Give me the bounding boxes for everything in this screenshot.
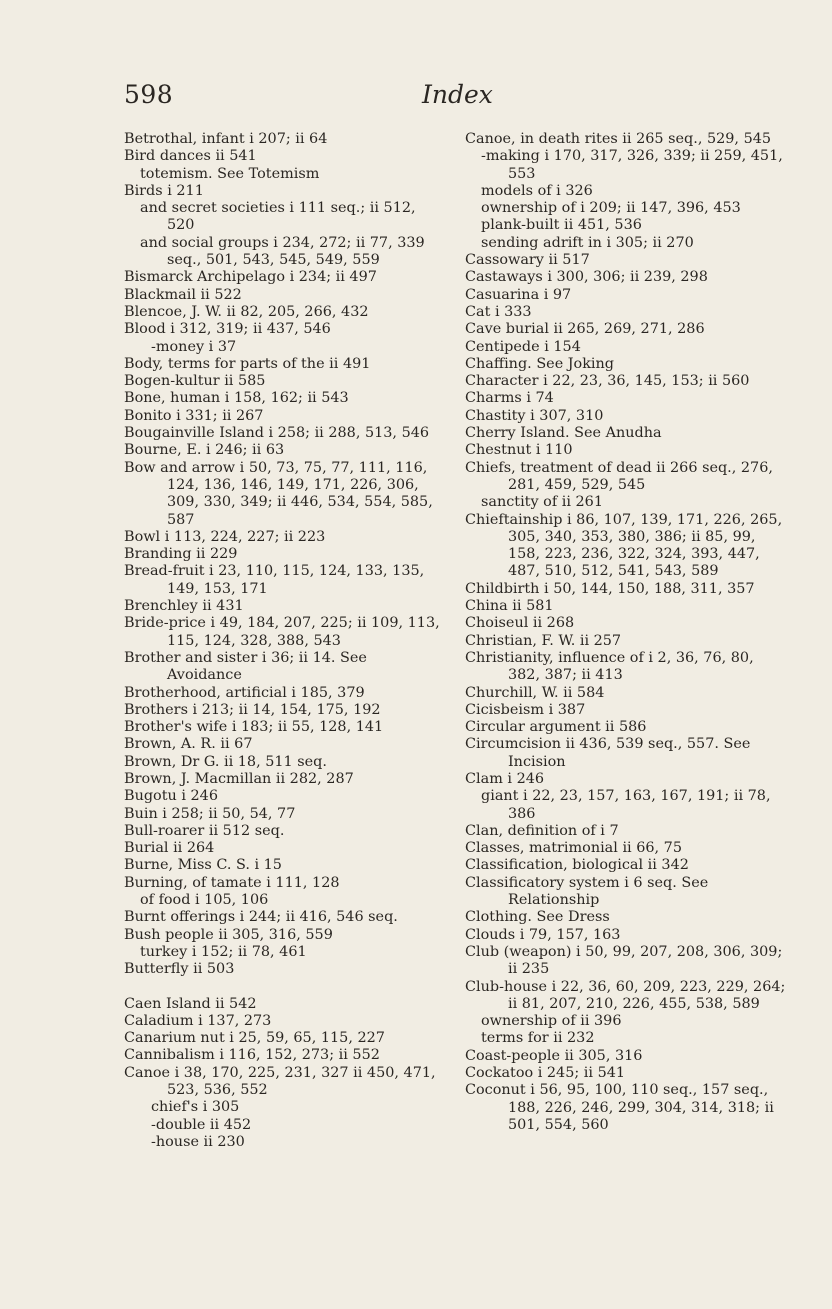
index-subentry: -house ii 230 [151,1133,245,1150]
index-entry: Bogen-kultur ii 585 [124,373,266,390]
index-entry: Bow and arrow i 50, 73, 75, 77, 111, 116, 124, 136, 146, 149, 171, 226, 306, 309, 330, 349; ii 446, 534, 554, 585, 587 [124,459,433,528]
index-entry: Branding ii 229 [124,546,238,563]
index-entry: Body, terms for parts of the ii 491 [124,355,371,372]
index-entry: Classificatory system i 6 seq. See Relationship [465,874,709,909]
index-entry: Burnt offerings i 244; ii 416, 546 seq. [124,909,398,926]
index-entry: Bone, human i 158, 162; ii 543 [124,390,349,407]
index-entry: Burning, of tamate i 111, 128 [124,874,340,891]
index-entry: Brown, J. Macmillan ii 282, 287 [124,770,354,787]
index-entry: Bourne, E. i 246; ii 63 [124,442,285,459]
index-entry: Bull-roarer ii 512 seq. [124,822,285,839]
index-entry: Classification, biological ii 342 [465,857,689,874]
index-entry: Brothers i 213; ii 14, 154, 175, 192 [124,701,381,718]
index-entry: Bread-fruit i 23, 110, 115, 124, 133, 135, 149, 153, 171 [124,563,425,597]
index-entry: Bowl i 113, 224, 227; ii 223 [124,528,326,545]
index-entry: Canoe i 38, 170, 225, 231, 327 ii 450, 471, 523, 536, 552 [124,1064,436,1099]
index-entry: Club (weapon) i 50, 99, 207, 208, 306, 309; ii 235 [465,943,783,978]
index-entry: Bismarck Archipelago i 234; ii 497 [124,269,377,286]
index-entry: Childbirth i 50, 144, 150, 188, 311, 357 [465,580,755,597]
index-subentry: turkey i 152; ii 78, 461 [140,943,307,960]
index-entry: Buin i 258; ii 50, 54, 77 [124,805,296,822]
index-entry: Clothing. See Dress [465,909,610,926]
index-entry: Casuarina i 97 [465,286,572,303]
index-column-left [124,131,446,1151]
index-subentry: -making i 170, 317, 326, 339; ii 259, 451, 553 [481,148,783,182]
index-entry: Canoe, in death rites ii 265 seq., 529, 545 [465,131,772,147]
index-subentry: -money i 37 [151,338,237,355]
index-entry: Blackmail ii 522 [124,286,242,303]
index-subentry: -double ii 452 [151,1116,252,1133]
index-entry: Burial ii 264 [124,840,215,857]
index-entry: Charms i 74 [465,390,554,407]
index-entry: Clouds i 79, 157, 163 [465,926,621,943]
index-entry: Bonito i 331; ii 267 [124,407,264,424]
page-header [124,80,784,120]
index-entry: Blood i 312, 319; ii 437, 546 [124,321,331,338]
index-entry: Coconut i 56, 95, 100, 110 seq., 157 seq., 188, 226, 246, 299, 304, 314, 318; ii 501, 554, 560 [465,1082,774,1133]
index-entry: Clan, definition of i 7 [465,822,619,839]
section-gap [124,979,446,996]
index-entry: Clam i 246 [465,770,545,787]
index-entry: Castaways i 300, 306; ii 239, 298 [465,269,708,286]
index-entry: Brown, Dr G. ii 18, 511 seq. [124,753,327,770]
index-entry: Canarium nut i 25, 59, 65, 115, 227 [124,1030,385,1047]
index-entry: Caladium i 137, 273 [124,1012,272,1029]
index-subentry: models of i 326 [481,182,593,199]
index-entry: Betrothal, infant i 207; ii 64 [124,131,328,147]
index-entry: Bugotu i 246 [124,788,218,805]
index-column-right [465,131,787,1134]
index-entry: Christian, F. W. ii 257 [465,632,622,649]
index-subentry: totemism. See Totemism [140,165,320,182]
index-entry: Character i 22, 23, 36, 145, 153; ii 560 [465,373,750,390]
index-entry: Centipede i 154 [465,338,581,355]
index-entry: Brother and sister i 36; ii 14. See Avoidance [124,649,367,684]
index-subentry: and social groups i 234, 272; ii 77, 339 seq., 501, 543, 545, 549, 559 [140,234,425,269]
index-entry: Cassowary ii 517 [465,252,590,269]
index-entry: Chestnut i 110 [465,442,573,459]
index-entry: Cicisbeism i 387 [465,701,586,718]
index-entry: Brenchley ii 431 [124,598,244,615]
index-entry: Brotherhood, artificial i 185, 379 [124,684,365,701]
index-entry: Chastity i 307, 310 [465,407,604,424]
index-entry: Churchill, W. ii 584 [465,684,605,701]
index-subentry: of food i 105, 106 [140,892,269,909]
index-entry: Bride-price i 49, 184, 207, 225; ii 109, 113, 115, 124, 328, 388, 543 [124,615,440,649]
index-entry: Choiseul ii 268 [465,615,575,632]
index-entry: Christianity, influence of i 2, 36, 76, 80, 382, 387; ii 413 [465,649,754,684]
index-entry: Butterfly ii 503 [124,961,235,978]
index-subentry: sanctity of ii 261 [481,494,603,511]
index-entry: Circular argument ii 586 [465,719,647,736]
index-entry: Cockatoo i 245; ii 541 [465,1065,626,1082]
index-entry: Chiefs, treatment of dead ii 266 seq., 276, 281, 459, 529, 545 [465,459,773,493]
index-entry: Classes, matrimonial ii 66, 75 [465,840,682,857]
index-entry: Brown, A. R. ii 67 [124,736,253,753]
page-title: Index [422,80,493,109]
index-entry: Bougainville Island i 258; ii 288, 513, 546 [124,425,430,442]
index-subentry: sending adrift in i 305; ii 270 [481,234,694,251]
index-entry: China ii 581 [465,598,554,615]
index-subentry: ownership of i 209; ii 147, 396, 453 [481,200,741,217]
index-entry: Cave burial ii 265, 269, 271, 286 [465,321,705,338]
index-entry: Bush people ii 305, 316, 559 [124,926,333,943]
index-entry: Cherry Island. See Anudha [465,425,662,442]
page-number: 598 [124,80,174,109]
index-entry: Chaffing. See Joking [465,355,615,372]
index-subentry: ownership of ii 396 [481,1013,622,1030]
index-entry: Caen Island ii 542 [124,995,257,1012]
index-subentry: and secret societies i 111 seq.; ii 512, 520 [140,200,416,234]
index-entry: Brother's wife i 183; ii 55, 128, 141 [124,719,384,736]
index-entry: Bird dances ii 541 [124,148,257,165]
index-entry: Burne, Miss C. S. i 15 [124,857,282,874]
index-subentry: terms for ii 232 [481,1030,595,1047]
index-entry: Birds i 211 [124,182,204,199]
index-subentry: giant i 22, 23, 157, 163, 167, 191; ii 78, 386 [481,788,771,822]
index-entry: Cannibalism i 116, 152, 273; ii 552 [124,1047,380,1064]
index-entry: Club-house i 22, 36, 60, 209, 223, 229, 264; ii 81, 207, 210, 226, 455, 538, 589 [465,978,786,1012]
index-entry: Blencoe, J. W. ii 82, 205, 266, 432 [124,303,369,320]
index-entry: Coast-people ii 305, 316 [465,1047,643,1064]
index-subentry: chief's i 305 [151,1099,240,1116]
index-subentry: plank-built ii 451, 536 [481,217,642,234]
index-entry: Chieftainship i 86, 107, 139, 171, 226, 265, 305, 340, 353, 380, 386; ii 85, 99, 158, 223, 236, 322, 324, 393, 447, 487, 510, 512, 541, 543, 589 [465,511,783,580]
index-entry: Cat i 333 [465,303,532,320]
index-entry: Circumcision ii 436, 539 seq., 557. See Incision [465,736,751,770]
